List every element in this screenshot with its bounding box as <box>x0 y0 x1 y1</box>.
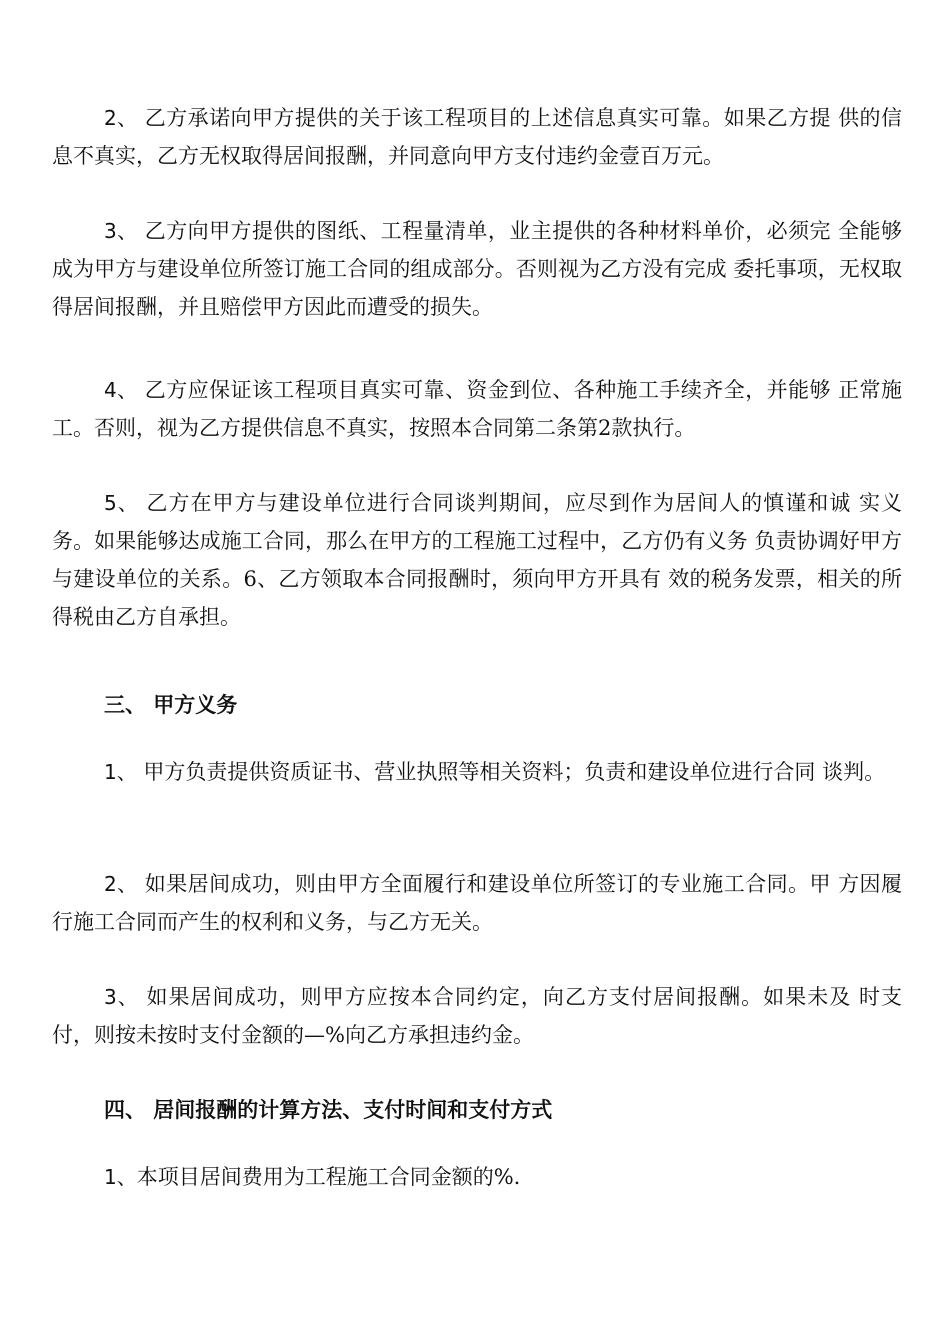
obligation-1-paragraph <box>52 753 902 791</box>
clause-text: 乙方向甲方提供的图纸、工程量清单，业主提供的各种材料单价，必须完 全能够成为甲方与建设单位所签订施工合同的组成部分。否则视为乙方没有完成 委托事项，无权取得居间报酬，并且赔偿甲方因此而遭受的损失。 <box>52 219 902 319</box>
clause-number: 2、 <box>104 872 138 896</box>
clause-text: 本项目居间费用为工程施工合同金额的%. <box>136 1165 521 1189</box>
clause-number: 4、 <box>104 378 138 402</box>
clause-text: 甲方负责提供资质证书、营业执照等相关资料；负责和建设单位进行合同 谈判。 <box>136 760 886 784</box>
fee-1-paragraph <box>52 1158 902 1196</box>
clause-4-paragraph <box>52 371 902 447</box>
clause-5-paragraph <box>52 484 902 636</box>
section-3-heading: 三、 甲方义务 <box>104 693 238 717</box>
clause-number: 1、 <box>104 1165 137 1189</box>
clause-number: 3、 <box>104 985 139 1009</box>
clause-number: 1、 <box>104 760 137 784</box>
clause-text: 乙方在甲方与建设单位进行合同谈判期间，应尽到作为居间人的慎谨和诚 实义务。如果能够达成施工合同，那么在甲方的工程施工过程中，乙方仍有义务 负责协调好甲方与建设单位的关系。6、乙方领取本合同报酬时，须向甲方开具有 效的税务发票，相关的所得税由乙方自承担。 <box>52 491 902 629</box>
clause-number: 3、 <box>104 219 138 243</box>
section-4-heading: 四、 居间报酬的计算方法、支付时间和支付方式 <box>104 1098 553 1122</box>
clause-text: 如果居间成功，则由甲方全面履行和建设单位所签订的专业施工合同。甲 方因履行施工合同而产生的权利和义务，与乙方无关。 <box>52 872 902 934</box>
clause-2-paragraph <box>52 99 902 175</box>
clause-number: 2、 <box>104 106 138 130</box>
obligation-2-paragraph <box>52 865 902 941</box>
clause-text: 乙方应保证该工程项目真实可靠、资金到位、各种施工手续齐全，并能够 正常施工。否则，视为乙方提供信息不真实，按照本合同第二条第2款执行。 <box>52 378 902 440</box>
obligation-3-paragraph <box>52 978 902 1054</box>
clause-number: 5、 <box>104 491 139 515</box>
clause-text: 如果居间成功，则甲方应按本合同约定，向乙方支付居间报酬。如果未及 时支付，则按未按时支付金额的—%向乙方承担违约金。 <box>52 985 902 1047</box>
clause-3-paragraph <box>52 212 902 326</box>
clause-text: 乙方承诺向甲方提供的关于该工程项目的上述信息真实可靠。如果乙方提 供的信息不真实，乙方无权取得居间报酬，并同意向甲方支付违约金壹百万元。 <box>52 106 902 168</box>
